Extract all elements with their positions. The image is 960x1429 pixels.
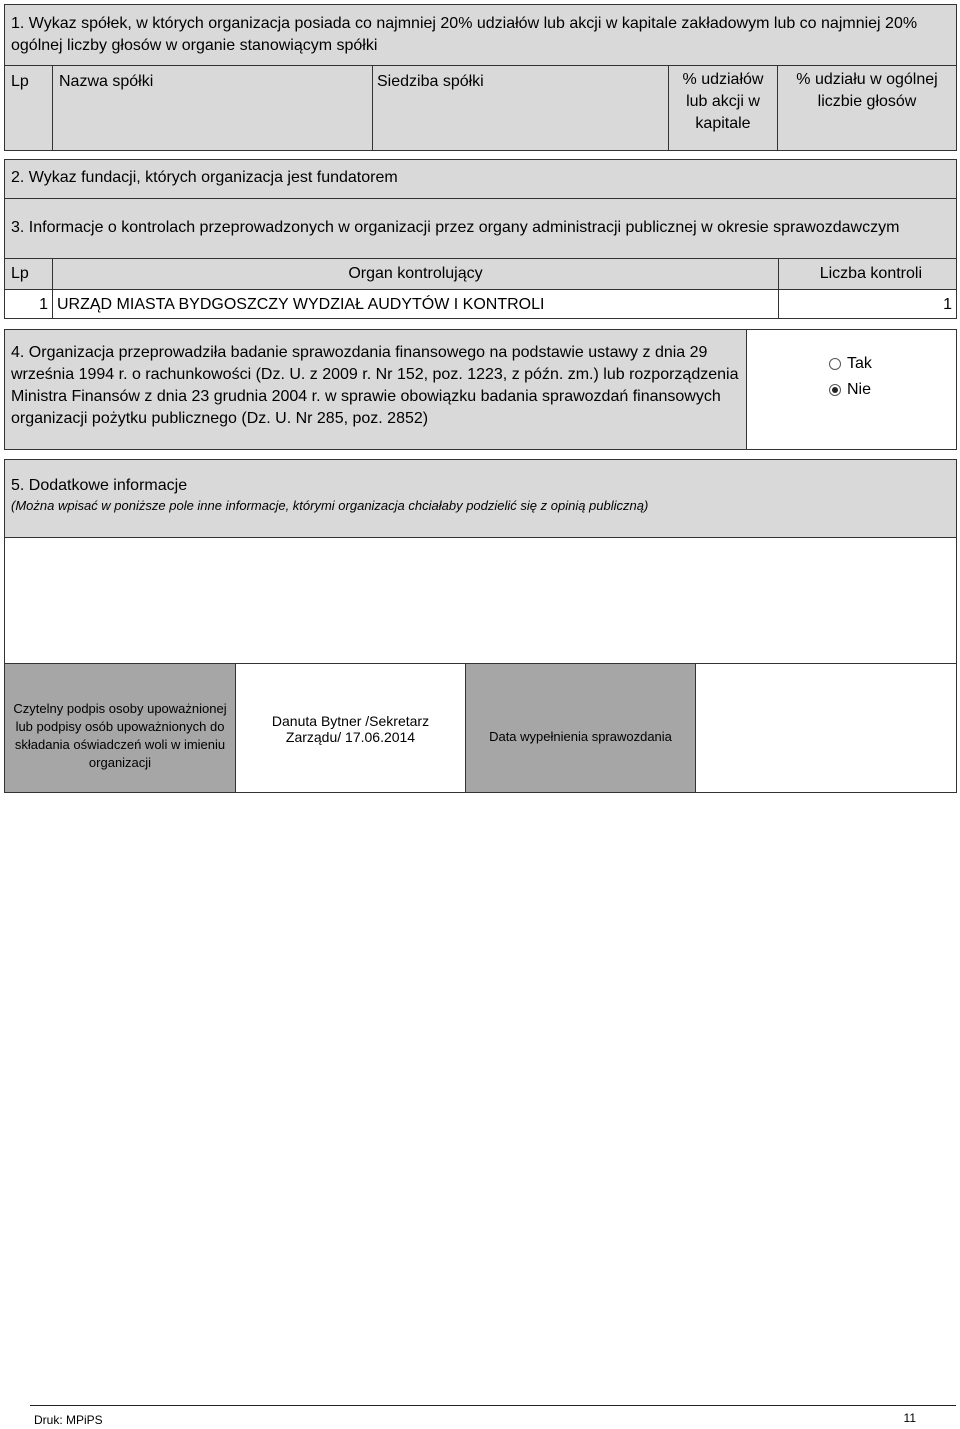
section1-title-text: 1. Wykaz spółek, w których organizacja posiada co najmniej 20% udziałów lub akcji w kapitale zakładowym lub co najmniej 20% ogólnej liczby głosów w organie stanowiącym spółki <box>11 15 918 54</box>
section5-title: 5. Dodatkowe informacje <box>11 477 188 494</box>
additional-info-field[interactable] <box>4 537 957 664</box>
organ-header: Organ kontrolujący <box>348 265 483 282</box>
section4-text-content: 4. Organizacja przeprowadziła badanie sprawozdania finansowego na podstawie ustawy z dnia 29 września 1994 r. o rachunkowości (Dz. U. z 2009 r. Nr 152, poz. 1223, z późn. zm.) lub rozporządzenia Ministra Finansów z dnia 23 grudnia 2004 r. w sprawie obowiązku badania sprawozdań finansowych organizacji pożytku publicznego (Dz. U. Nr 285, poz. 2852) <box>11 344 739 427</box>
table-row-organ <box>52 289 779 319</box>
footer-divider <box>30 1405 956 1406</box>
section2-title-text: 2. Wykaz fundacji, których organizacja jest fundatorem <box>11 169 398 186</box>
lp-header: Lp <box>11 73 29 90</box>
section3-header-count <box>778 258 957 290</box>
radio-checked-icon[interactable] <box>829 384 841 396</box>
footer-print-label: Druk: MPiPS <box>34 1413 103 1427</box>
radio-label-tak: Tak <box>847 355 872 372</box>
row-lp: 1 <box>39 296 48 313</box>
section1-header-lp <box>4 65 53 151</box>
section4-text <box>4 329 747 450</box>
shares-percent-header: % udziałów lub akcji w kapitale <box>682 71 764 132</box>
footer-page-number: 11 <box>903 1411 916 1425</box>
section3-title-text: 3. Informacje o kontrolach przeprowadzonych w organizacji przez organy administracji publicznej w okresie sprawozdawczym <box>11 219 900 236</box>
company-seat-header: Siedziba spółki <box>377 73 484 90</box>
signature-label-text: Czytelny podpis osoby upoważnionej lub podpisy osób upoważnionych do składania oświadczeń woli w imieniu organizacji <box>13 701 227 770</box>
votes-percent-header: % udziału w ogólnej liczbie głosów <box>796 71 938 110</box>
table-row-count <box>778 289 957 319</box>
section5-subtitle: (Można wpisać w poniższe pole inne informacje, którymi organizacja chciałaby podzielić się z opinią publiczną) <box>11 498 649 513</box>
lp-header: Lp <box>11 265 29 282</box>
section4-options <box>746 329 957 450</box>
date-label <box>465 663 696 793</box>
section1-header-seat <box>372 65 669 151</box>
row-count: 1 <box>943 296 952 313</box>
radio-option-tak[interactable] <box>829 355 956 373</box>
company-name-header: Nazwa spółki <box>59 73 154 90</box>
section1-header-name <box>52 65 373 151</box>
section3-header-organ <box>52 258 779 290</box>
signature-label <box>4 663 236 793</box>
radio-unchecked-icon[interactable] <box>829 358 841 370</box>
section3-header-lp <box>4 258 53 290</box>
section1-header-votes <box>777 65 957 151</box>
section5-header <box>4 459 957 538</box>
radio-option-nie[interactable] <box>829 381 956 399</box>
signature-value: Danuta Bytner /Sekretarz Zarządu/ 17.06.2014 <box>271 713 430 745</box>
radio-label-nie: Nie <box>847 381 872 398</box>
date-label-text: Data wypełnienia sprawozdania <box>489 729 672 744</box>
signature-field[interactable] <box>235 663 466 793</box>
count-header: Liczba kontroli <box>819 265 922 282</box>
section1-header-shares <box>668 65 778 151</box>
row-organ: URZĄD MIASTA BYDGOSZCZY WYDZIAŁ AUDYTÓW I KONTROLI <box>57 296 545 313</box>
section3-title <box>4 198 957 259</box>
table-row-lp <box>4 289 53 319</box>
date-field[interactable] <box>695 663 957 793</box>
section1-title <box>4 4 957 66</box>
section2-title <box>4 159 957 199</box>
